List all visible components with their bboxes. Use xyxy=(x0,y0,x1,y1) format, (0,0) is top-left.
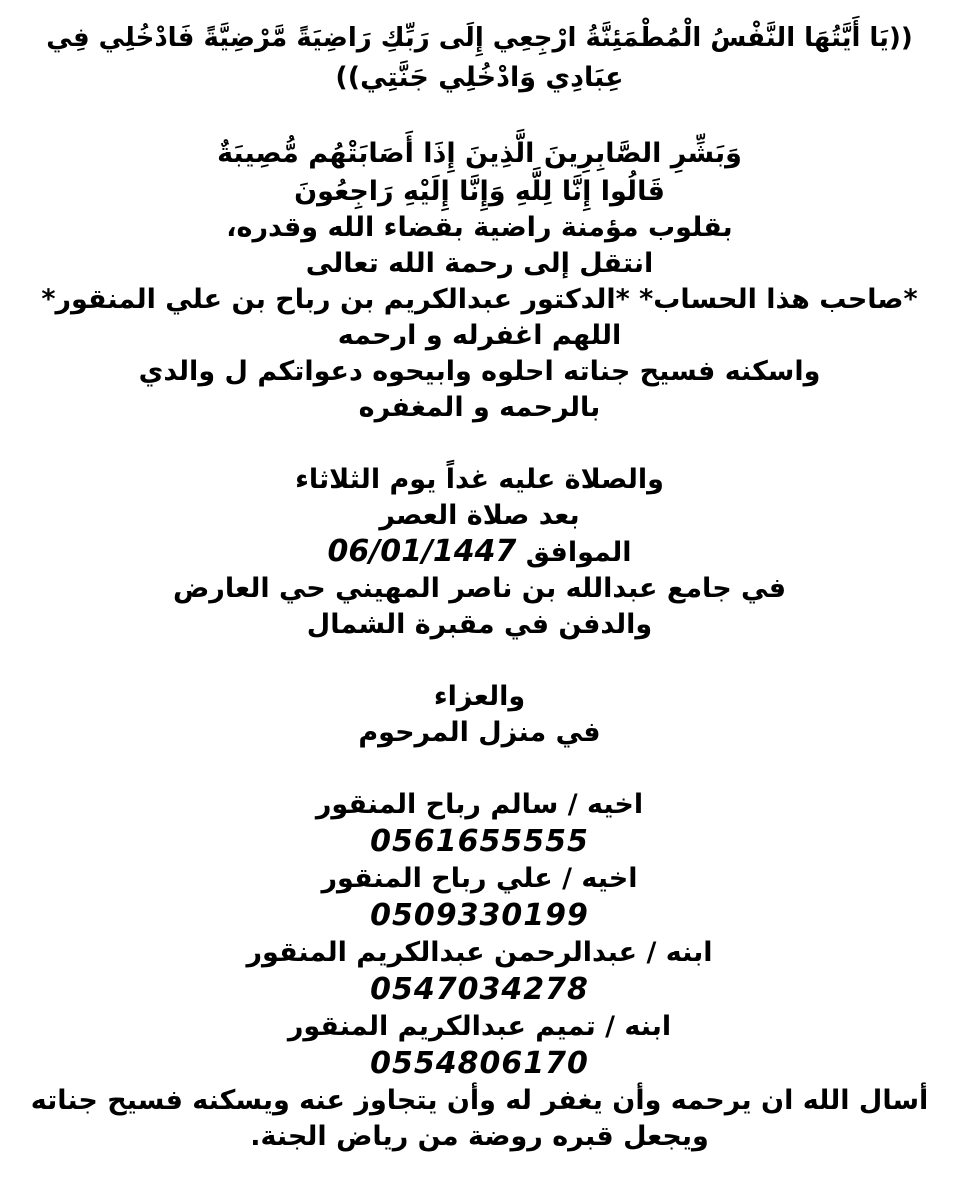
spacer xyxy=(30,643,929,679)
spacer xyxy=(30,98,929,134)
quran-line-1: وَبَشِّرِ الصَّابِرِينَ الَّذِينَ إِذَا أَصَابَتْهُم مُّصِيبَةٌ xyxy=(217,138,742,169)
date-label: الموافق xyxy=(525,537,632,568)
verse-line-1: ((يَا أَيَّتُهَا النَّفْسُ الْمُطْمَئِنَّةُ ارْجِعِي إِلَى رَبِّكِ رَاضِيَةً مَّرْضِيَّةً فَادْخُلِي فِي xyxy=(46,23,913,53)
mosque-line: في جامع عبدالله بن ناصر المهيني حي العارض xyxy=(172,573,787,604)
prayer-line-1: والصلاة عليه غداً يوم الثلاثاء xyxy=(295,464,664,495)
burial-line: والدفن في مقبرة الشمال xyxy=(306,609,653,640)
announcement-line-2: انتقل إلى رحمة الله تعالى xyxy=(305,248,654,279)
verse-line-2: عِبَادِي وَادْخُلِي جَنَّتِي)) xyxy=(335,62,624,93)
contact-phone: 0561655555 xyxy=(370,824,589,859)
prayer-line-2: بعد صلاة العصر xyxy=(379,500,580,531)
contact-relation: اخيه / سالم رباح المنقور xyxy=(315,789,644,820)
contact-phone: 0554806170 xyxy=(370,1046,589,1081)
date-value: 06/01/1447 xyxy=(327,534,517,569)
quran-line-2: قَالُوا إِنَّا لِلَّهِ وَإِنَّا إِلَيْهِ رَاجِعُونَ xyxy=(294,176,665,207)
contact-phone: 0547034278 xyxy=(370,972,589,1007)
announcement-line-4: اللهم اغفرله و ارحمه xyxy=(337,320,622,351)
announcement-line-6: بالرحمه و المغفره xyxy=(358,392,601,423)
contact-relation: اخيه / علي رباح المنقور xyxy=(321,863,638,894)
deceased-name-line: *صاحب هذا الحساب* *الدكتور عبدالكريم بن رباح بن علي المنقور* xyxy=(41,284,918,315)
contact-phone: 0509330199 xyxy=(370,898,589,933)
closing-line-2: ويجعل قبره روضة من رياض الجنة. xyxy=(250,1121,709,1152)
condolence-line-2: في منزل المرحوم xyxy=(358,717,601,748)
contact-relation: ابنه / عبدالرحمن عبدالكريم المنقور xyxy=(246,937,713,968)
spacer xyxy=(30,426,929,462)
announcement-line-1: بقلوب مؤمنة راضية بقضاء الله وقدره، xyxy=(226,212,733,243)
announcement-line-5: واسكنه فسيح جناته احلوه وابيحوه دعواتكم ل والدي xyxy=(138,356,821,387)
contact-relation: ابنه / تميم عبدالكريم المنقور xyxy=(287,1011,672,1042)
prayer-date-line xyxy=(30,534,929,571)
closing-line-1: أسال الله ان يرحمه وأن يغفر له وأن يتجاوز عنه ويسكنه فسيح جناته xyxy=(30,1085,929,1116)
spacer xyxy=(30,751,929,787)
condolence-line-1: والعزاء xyxy=(433,681,526,712)
